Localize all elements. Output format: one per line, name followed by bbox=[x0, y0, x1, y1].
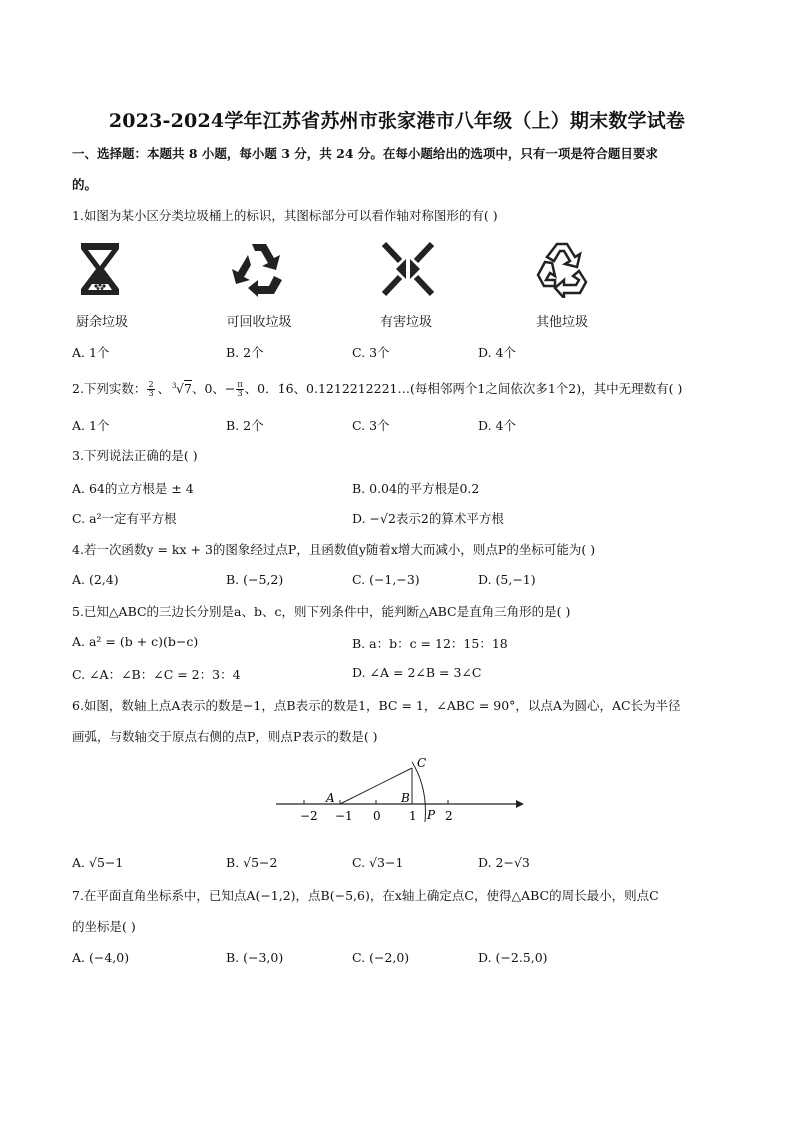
question-2-stem: 2.下列实数： $\frac{2}{3}$ 、 3 √7 、0、− $\frac{\pi}{3}$ 、0．1̇6̇、0.1212212221…(每相邻两个1之间依次多1个2)，其中无理数有( ) bbox=[72, 380, 682, 398]
q2-frac2-den: 3 bbox=[237, 388, 243, 398]
q3-option-c[interactable]: C. a²一定有平方根 bbox=[72, 511, 177, 526]
q2-sep1: 、0、− bbox=[191, 381, 236, 396]
question-6-stem-line1: 6.如图，数轴上点A表示的数是−1，点B表示的数是1，BC = 1，∠ABC = 90°，以点A为圆心，AC长为半径 bbox=[72, 698, 681, 713]
axis-arrow-icon bbox=[516, 800, 524, 808]
icon-label-hazardous: 有害垃圾 bbox=[379, 315, 432, 330]
q5-option-d[interactable]: D. ∠A = 2∠B = 3∠C bbox=[352, 665, 482, 680]
number-line-figure bbox=[270, 752, 530, 828]
q5-option-c[interactable]: C. ∠A：∠B：∠C = 2：3：4 bbox=[72, 667, 241, 682]
q6-option-c[interactable]: C. √3−1 bbox=[352, 855, 404, 870]
q1-option-d[interactable]: D. 4个 bbox=[478, 345, 516, 360]
point-label-b: B bbox=[401, 791, 410, 805]
q2-option-b[interactable]: B. 2个 bbox=[226, 418, 264, 433]
question-7-stem-line1: 7.在平面直角坐标系中，已知点A(−1,2)，点B(−5,6)，在x轴上确定点C，使得△ABC的周长最小，则点C bbox=[72, 888, 659, 903]
icon-label-recyclable: 可回收垃圾 bbox=[226, 315, 292, 330]
q2-option-c[interactable]: C. 3个 bbox=[352, 418, 390, 433]
q2-frac2-num: π bbox=[237, 379, 243, 389]
q2-stem-rest: 、0．1̇6̇、0.1212212221…(每相邻两个1之间依次多1个2)，其中无理数有( ) bbox=[244, 381, 683, 396]
page-title: 2023-2024学年江苏省苏州市张家港市八年级（上）期末数学试卷 bbox=[108, 110, 686, 132]
question-3-stem: 3.下列说法正确的是( ) bbox=[72, 448, 198, 463]
q4-option-a[interactable]: A. (2,4) bbox=[72, 572, 119, 587]
q3-option-a[interactable]: A. 64的立方根是 ± 4 bbox=[72, 481, 194, 496]
tick-label: −1 bbox=[335, 809, 353, 823]
q5-option-a[interactable]: A. a² = (b + c)(b−c) bbox=[72, 634, 199, 649]
hourglass-icon bbox=[78, 240, 122, 298]
q1-option-b[interactable]: B. 2个 bbox=[226, 345, 264, 360]
q2-stem-prefix: 2.下列实数： bbox=[72, 381, 147, 396]
icon-label-other: 其他垃圾 bbox=[535, 315, 588, 330]
icon-label-kitchen: 厨余垃圾 bbox=[75, 315, 128, 330]
q2-fraction-1 bbox=[147, 381, 154, 398]
q1-option-c[interactable]: C. 3个 bbox=[352, 345, 390, 360]
inward-arrows-icon bbox=[380, 240, 436, 298]
q2-frac1-num: 2 bbox=[148, 379, 154, 389]
section-heading-line1: 一、选择题：本题共 8 小题，每小题 3 分，共 24 分。在每小题给出的选项中，只有一项是符合题目要求 bbox=[72, 146, 658, 161]
q7-option-a[interactable]: A. (−4,0) bbox=[72, 950, 130, 965]
question-4-stem: 4.若一次函数y = kx + 3的图象经过点P，且函数值y随着x增大而减小，则点P的坐标可能为( ) bbox=[72, 542, 596, 557]
q2-fraction-2 bbox=[236, 381, 243, 398]
q4-option-b[interactable]: B. (−5,2) bbox=[226, 572, 284, 587]
section-heading-line2: 的。 bbox=[72, 177, 98, 192]
q3-option-b[interactable]: B. 0.04的平方根是0.2 bbox=[352, 481, 480, 496]
q2-option-d[interactable]: D. 4个 bbox=[478, 418, 516, 433]
q2-cube-root: 3 √7 bbox=[172, 380, 192, 398]
q2-root-index: 3 bbox=[172, 382, 177, 390]
q4-option-d[interactable]: D. (5,−1) bbox=[478, 572, 536, 587]
q2-frac1-den: 3 bbox=[148, 388, 154, 398]
q1-option-a[interactable]: A. 1个 bbox=[72, 345, 110, 360]
q6-option-d[interactable]: D. 2−√3 bbox=[478, 855, 530, 870]
q5-option-b[interactable]: B. a：b：c = 12：15：18 bbox=[352, 636, 508, 651]
q2-option-a[interactable]: A. 1个 bbox=[72, 418, 110, 433]
point-label-c: C bbox=[417, 756, 427, 770]
q7-option-b[interactable]: B. (−3,0) bbox=[226, 950, 284, 965]
point-label-p: P bbox=[427, 808, 436, 822]
point-label-a: A bbox=[326, 791, 335, 805]
q6-option-b[interactable]: B. √5−2 bbox=[226, 855, 278, 870]
q4-option-c[interactable]: C. (−1,−3) bbox=[352, 572, 420, 587]
q3-option-d[interactable]: D. −√2表示2的算术平方根 bbox=[352, 511, 504, 526]
q2-root-radicand: 7 bbox=[184, 381, 192, 396]
tick-label: 0 bbox=[373, 809, 381, 823]
recycle-icon bbox=[228, 240, 290, 298]
q6-option-a[interactable]: A. √5−1 bbox=[72, 855, 124, 870]
question-6-stem-line2: 画弧，与数轴交于原点右侧的点P，则点P表示的数是( ) bbox=[72, 729, 378, 744]
question-1-stem: 1.如图为某小区分类垃圾桶上的标识，其图标部分可以看作轴对称图形的有( ) bbox=[72, 208, 498, 223]
q7-option-d[interactable]: D. (−2.5,0) bbox=[478, 950, 548, 965]
question-7-stem-line2: 的坐标是( ) bbox=[72, 919, 136, 934]
question-5-stem: 5.已知△ABC的三边长分别是a、b、c，则下列条件中，能判断△ABC是直角三角形的是( ) bbox=[72, 604, 571, 619]
recycle-outline-icon bbox=[535, 240, 589, 298]
q7-option-c[interactable]: C. (−2,0) bbox=[352, 950, 410, 965]
tick-label: 1 bbox=[409, 809, 417, 823]
tick-label: 2 bbox=[445, 809, 453, 823]
tick-label: −2 bbox=[300, 809, 318, 823]
